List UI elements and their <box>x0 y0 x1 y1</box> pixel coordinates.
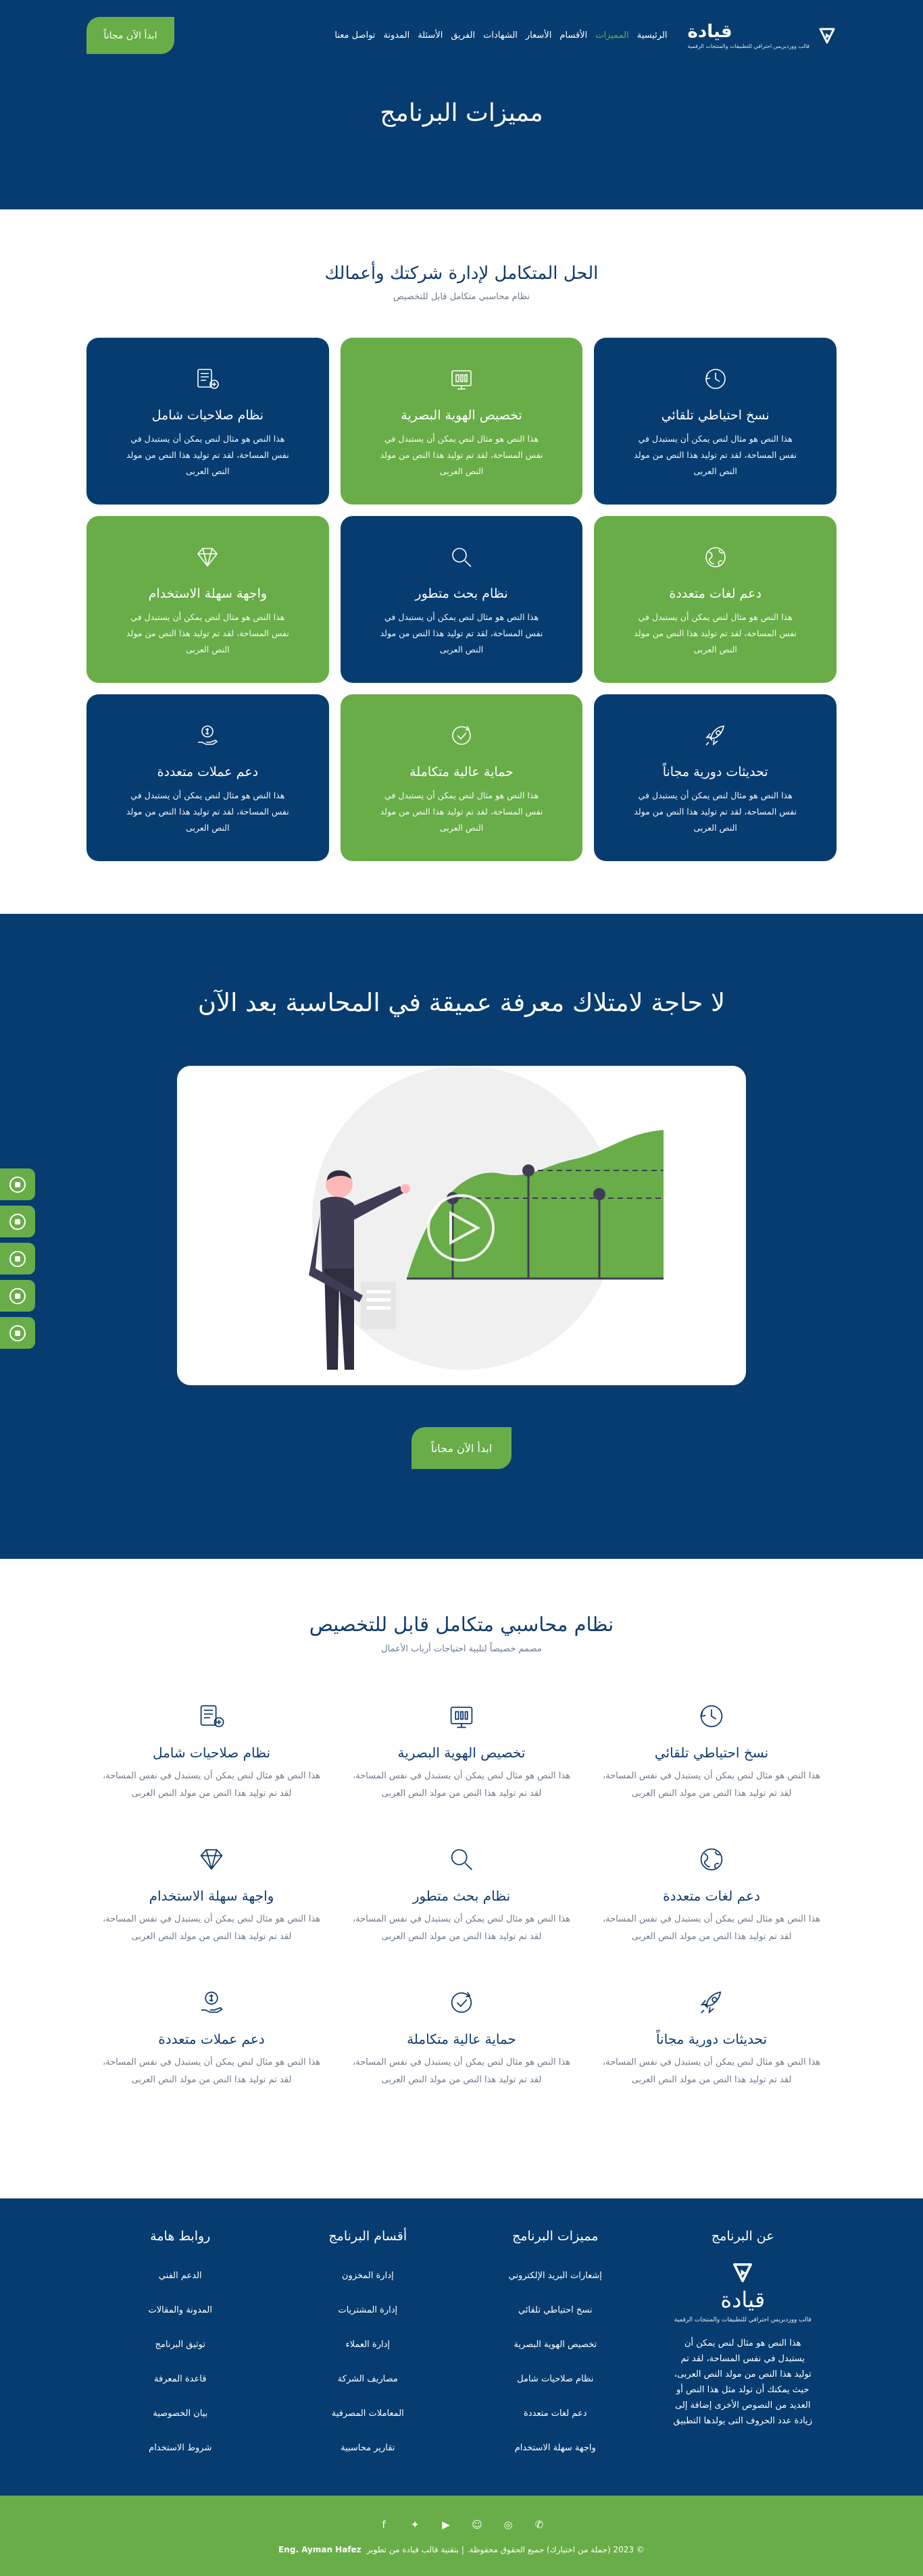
feature-item <box>587 1988 837 2131</box>
brand-tagline: قالب ووردبريس احترافي للتطبيقات والمنتجات الرقمية <box>687 43 809 49</box>
feature-card-title: نسخ احتياطي تلقائي <box>661 408 770 423</box>
footer-features-title: مميزات البرنامج <box>512 2229 599 2244</box>
feature-item-title: حماية عالية متكاملة <box>407 2031 516 2047</box>
viber-icon[interactable] <box>0 1206 35 1237</box>
feature-item-title: دعم لغات متعددة <box>663 1888 760 1904</box>
copyright-text: © 2023 (جملة من اختيارك) جميع الحقوق محفوظة. | بتقنية قالب قيادة من تطوير <box>366 2544 645 2554</box>
copyright <box>278 2545 645 2554</box>
footer-link[interactable]: نظام صلاحيات شامل <box>517 2374 594 2384</box>
backup-icon-wrap <box>700 363 731 394</box>
feature-card <box>86 694 329 861</box>
rocket-icon-wrap <box>697 1988 726 2020</box>
section-title: الحل المتكامل لإدارة شركتك وأعمالك <box>324 263 599 284</box>
shield-check-icon-wrap <box>446 720 477 751</box>
currency-icon-wrap <box>192 720 223 751</box>
footer-link[interactable]: دعم لغات متعددة <box>524 2408 587 2419</box>
nav-item-home[interactable]: الرئيسية <box>637 30 668 41</box>
feature-card-text: هذا النص هو مثال لنص يمكن أن يستبدل في نفس المساحة، لقد تم توليد هذا النص من مولد النص العربى <box>380 612 543 654</box>
feature-item <box>336 1845 587 1988</box>
section3-title: نظام محاسبي متكامل قابل للتخصيص <box>309 1613 614 1636</box>
feature-item-text: هذا النص هو مثال لنص يمكن أن يستبدل في نفس المساحة، لقد تم توليد هذا النص من مولد النص العربى <box>602 1914 821 1942</box>
copyright-author[interactable]: Eng. Ayman Hafez <box>278 2544 361 2554</box>
feature-card-text: هذا النص هو مثال لنص يمكن أن يستبدل في نفس المساحة، لقد تم توليد هذا النص من مولد النص العربى <box>634 434 797 476</box>
instagram-icon[interactable]: ◎ <box>503 2518 513 2531</box>
nav-item-blog[interactable]: المدونة <box>383 30 410 41</box>
snapchat-icon[interactable]: ☺ <box>472 2518 482 2531</box>
messenger-icon[interactable] <box>0 1280 35 1312</box>
feature-item-title: نظام صلاحيات شامل <box>152 1745 271 1761</box>
footer-links-title: روابط هامة <box>150 2229 211 2244</box>
shield-check-icon <box>447 1988 476 2017</box>
facebook-icon[interactable]: f <box>382 2518 386 2531</box>
permissions-icon-wrap <box>197 1701 226 1734</box>
feature-card-title: دعم عملات متعددة <box>157 765 259 779</box>
feature-item-text: هذا النص هو مثال لنص يمكن أن يستبدل في نفس المساحة، لقد تم توليد هذا النص من مولد النص العربى <box>352 1771 571 1799</box>
feature-item <box>587 1701 837 1845</box>
search-icon-wrap <box>447 1845 476 1877</box>
permissions-icon <box>197 1701 226 1731</box>
nav-item-sections[interactable]: الأقسام <box>559 30 588 41</box>
footer-brand-tagline: قالب ووردبريس احترافي للتطبيقات والمنتجات الرقمية <box>674 2317 812 2323</box>
shield-check-icon <box>448 722 475 749</box>
nav-item-pricing[interactable]: الأسعار <box>525 30 552 41</box>
feature-card-title: واجهة سهلة الاستخدام <box>148 586 268 601</box>
footer-bottom-bar <box>0 2496 923 2576</box>
feature-item <box>336 1701 587 1845</box>
globe-icon-wrap <box>700 542 731 573</box>
start-free-button-2[interactable]: ابدأ الآن مجاناً <box>411 1427 512 1469</box>
feature-card-text: هذا النص هو مثال لنص يمكن أن يستبدل في نفس المساحة، لقد تم توليد هذا النص من مولد النص العربى <box>126 434 289 476</box>
branding-icon <box>447 1701 476 1731</box>
footer-sections-title: أقسام البرنامج <box>328 2229 407 2244</box>
backup-icon <box>702 365 729 392</box>
feature-card-title: تحديثات دورية مجاناً <box>662 765 768 779</box>
globe-icon <box>697 1845 726 1874</box>
feature-card-title: نظام صلاحيات شامل <box>151 408 264 423</box>
nav-item-faq[interactable]: الأسئلة <box>418 30 443 41</box>
footer-link[interactable]: نسخ احتياطي تلقائي <box>518 2305 593 2315</box>
features-grid <box>86 338 837 861</box>
feature-card-text: هذا النص هو مثال لنص يمكن أن يستبدل في نفس المساحة، لقد تم توليد هذا النص من مولد النص العربى <box>380 790 543 833</box>
telegram-icon[interactable] <box>0 1243 35 1274</box>
diamond-icon-wrap <box>192 542 223 573</box>
feature-card <box>86 516 329 683</box>
logo-icon <box>818 26 837 45</box>
whatsapp-icon[interactable] <box>0 1168 35 1200</box>
feature-card <box>341 338 583 505</box>
feature-card-text: هذا النص هو مثال لنص يمكن أن يستبدل في نفس المساحة، لقد تم توليد هذا النص من مولد النص العربى <box>634 790 797 833</box>
permissions-icon-wrap <box>192 363 223 394</box>
footer-link[interactable]: المدونة والمقالات <box>148 2305 212 2315</box>
feature-card-text: هذا النص هو مثال لنص يمكن أن يستبدل في نفس المساحة، لقد تم توليد هذا النص من مولد النص العربى <box>126 612 289 654</box>
feature-item <box>336 1988 587 2131</box>
footer-link[interactable]: إدارة العملاء <box>345 2340 390 2350</box>
feature-card-title: دعم لغات متعددة <box>669 586 762 601</box>
rocket-icon <box>697 1988 726 2017</box>
start-free-button[interactable]: ابدأ الآن مجاناً <box>86 17 174 54</box>
currency-icon <box>194 722 221 749</box>
diamond-icon <box>197 1845 226 1874</box>
feature-card <box>594 516 837 683</box>
feature-item <box>86 1988 336 2131</box>
video-section-title: لا حاجة لامتلاك معرفة عميقة في المحاسبة بعد الآن <box>197 988 726 1017</box>
video-player[interactable] <box>177 1066 746 1385</box>
feature-item-text: هذا النص هو مثال لنص يمكن أن يستبدل في نفس المساحة، لقد تم توليد هذا النص من مولد النص العربى <box>352 1914 571 1942</box>
video-section <box>0 914 923 1559</box>
branding-icon-wrap <box>446 363 477 394</box>
rocket-icon <box>702 722 729 749</box>
footer-about <box>649 2229 837 2465</box>
backup-icon <box>697 1701 726 1731</box>
feature-card <box>594 694 837 861</box>
feature-card-title: حماية عالية متكاملة <box>409 765 514 779</box>
globe-icon-wrap <box>697 1845 726 1877</box>
backup-icon-wrap <box>697 1701 726 1734</box>
feature-item-title: تخصيص الهوية البصرية <box>397 1745 526 1761</box>
footer-link[interactable]: المعاملات المصرفية <box>331 2408 404 2419</box>
nav-item-features[interactable]: المميزات <box>595 30 629 41</box>
feature-card <box>341 694 583 861</box>
branding-icon <box>448 365 475 392</box>
nav-item-contact[interactable]: تواصل معنا <box>334 30 376 41</box>
diamond-icon-wrap <box>197 1845 226 1877</box>
feature-item-title: نسخ احتياطي تلقائي <box>654 1745 769 1761</box>
shield-check-icon-wrap <box>447 1988 476 2020</box>
nav-item-team[interactable]: الفريق <box>451 30 476 41</box>
feature-item-text: هذا النص هو مثال لنص يمكن أن يستبدل في نفس المساحة، لقد تم توليد هذا النص من مولد النص العربى <box>602 2057 821 2085</box>
footer-link[interactable]: مصاريف الشركة <box>337 2374 398 2384</box>
footer-features-column <box>462 2229 649 2465</box>
feature-item-text: هذا النص هو مثال لنص يمكن أن يستبدل في نفس المساحة، لقد تم توليد هذا النص من مولد النص العربى <box>102 1771 321 1799</box>
section3-subtitle: مصمم خصيصاً لتلبية احتياجات أرباب الأعمال <box>381 1644 542 1654</box>
footer-link[interactable]: إدارة المخزون <box>341 2271 394 2281</box>
floating-social-bar <box>0 1168 35 1349</box>
feature-item <box>587 1845 837 1988</box>
feature-card <box>341 516 583 683</box>
whatsapp-footer-icon[interactable]: ✆ <box>534 2518 544 2531</box>
rocket-icon-wrap <box>700 720 731 751</box>
footer-socials <box>377 2518 546 2531</box>
skype-icon[interactable] <box>0 1317 35 1349</box>
feature-item-text: هذا النص هو مثال لنص يمكن أن يستبدل في نفس المساحة، لقد تم توليد هذا النص من مولد النص العربى <box>352 2057 571 2085</box>
branding-icon-wrap <box>447 1701 476 1734</box>
feature-item-title: دعم عملات متعددة <box>158 2031 265 2047</box>
search-icon-wrap <box>446 542 477 573</box>
main-menu <box>334 30 667 41</box>
feature-item-text: هذا النص هو مثال لنص يمكن أن يستبدل في نفس المساحة، لقد تم توليد هذا النص من مولد النص العربى <box>102 2057 321 2085</box>
feature-item-title: نظام بحث متطور <box>412 1888 511 1904</box>
footer-link[interactable]: الدعم الفني <box>158 2271 202 2281</box>
footer-link[interactable]: بيان الخصوصية <box>153 2408 208 2419</box>
video-illustration <box>177 1066 746 1385</box>
feature-item <box>86 1845 336 1988</box>
footer-about-text: هذا النص هو مثال لنص يمكن أن يستبدل في نفس المساحة، لقد تم توليد هذا النص من مولد النص العربى، حيث يمكنك أن تولد مثل هذا النص أو العديد من النصوص الأخرى إضافة إلى زيادة عدد الحروف التى يولدها التطبيق <box>673 2338 812 2426</box>
page-title: مميزات البرنامج <box>380 99 543 127</box>
features-cards-section <box>0 209 923 914</box>
footer <box>0 2198 923 2576</box>
nav-item-testimonials[interactable]: الشهادات <box>483 30 518 41</box>
features-list-section <box>0 1559 923 2198</box>
feature-card-text: هذا النص هو مثال لنص يمكن أن يستبدل في نفس المساحة، لقد تم توليد هذا النص من مولد النص العربى <box>126 790 289 833</box>
diamond-icon <box>194 544 221 571</box>
brand-logo[interactable] <box>688 22 837 49</box>
feature-card-text: هذا النص هو مثال لنص يمكن أن يستبدل في نفس المساحة، لقد تم توليد هذا النص من مولد النص العربى <box>634 612 797 654</box>
section-subtitle: نظام محاسبي متكامل قابل للتخصيص <box>393 292 530 302</box>
permissions-icon <box>194 365 221 392</box>
footer-brand-name: قيادة <box>720 2287 766 2313</box>
feature-item <box>86 1701 336 1845</box>
feature-item-text: هذا النص هو مثال لنص يمكن أن يستبدل في نفس المساحة، لقد تم توليد هذا النص من مولد النص العربى <box>602 1771 821 1799</box>
globe-icon <box>702 544 729 571</box>
currency-icon-wrap <box>197 1988 226 2020</box>
footer-link[interactable]: قاعدة المعرفة <box>154 2374 207 2384</box>
feature-card-text: هذا النص هو مثال لنص يمكن أن يستبدل في نفس المساحة، لقد تم توليد هذا النص من مولد النص العربى <box>380 434 543 476</box>
search-icon <box>448 544 475 571</box>
footer-link[interactable]: واجهة سهلة الاستخدام <box>514 2443 596 2453</box>
footer-link[interactable]: تخصيص الهوية البصرية <box>514 2340 597 2350</box>
brand-name: قيادة <box>687 22 732 42</box>
youtube-icon[interactable]: ▶ <box>442 2518 450 2531</box>
footer-link[interactable]: توثيق البرنامج <box>155 2340 205 2350</box>
feature-card-title: تخصيص الهوية البصرية <box>401 408 522 423</box>
search-icon <box>447 1845 476 1874</box>
navbar <box>86 0 837 71</box>
currency-icon <box>197 1988 226 2017</box>
footer-link[interactable]: إدارة المشتريات <box>338 2305 398 2315</box>
feature-card <box>86 338 329 505</box>
footer-sections-column <box>274 2229 462 2465</box>
footer-link[interactable]: إشعارات البريد الإلكتروني <box>508 2271 602 2281</box>
feature-item-text: هذا النص هو مثال لنص يمكن أن يستبدل في نفس المساحة، لقد تم توليد هذا النص من مولد النص العربى <box>102 1914 321 1942</box>
footer-link[interactable]: تقارير محاسبية <box>341 2443 395 2453</box>
hero-section <box>0 0 923 209</box>
footer-logo-icon <box>731 2261 754 2284</box>
features-list-grid <box>86 1701 837 2131</box>
footer-links-column <box>86 2229 274 2465</box>
twitter-icon[interactable]: ✦ <box>410 2518 420 2531</box>
feature-card <box>594 338 837 505</box>
footer-about-title: عن البرنامج <box>711 2229 774 2244</box>
footer-link[interactable]: شروط الاستخدام <box>149 2443 212 2453</box>
feature-item-title: تحديثات دورية مجاناً <box>655 2031 768 2047</box>
feature-item-title: واجهة سهلة الاستخدام <box>149 1888 274 1904</box>
feature-card-title: نظام بحث متطور <box>415 586 508 601</box>
